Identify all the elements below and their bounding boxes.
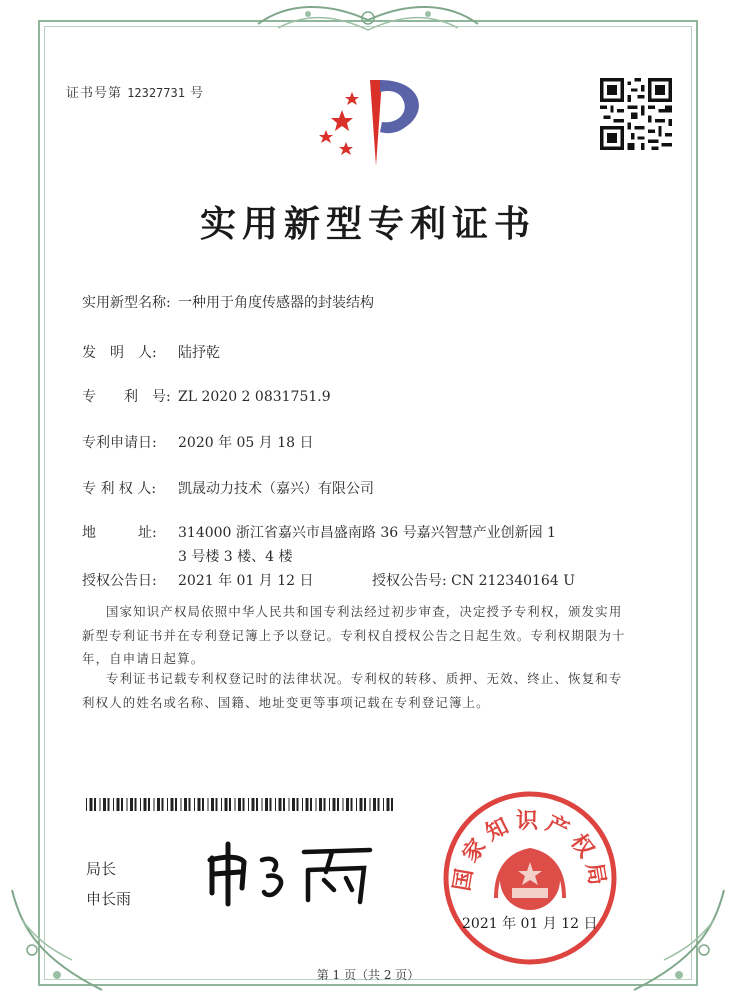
inventor-label: 发 明 人: xyxy=(82,345,157,361)
grant-number-value: CN 212340164 U xyxy=(451,573,575,589)
certificate-title: 实用新型专利证书 xyxy=(199,203,536,245)
svg-text:国家知识产权局: 国家知识产权局 xyxy=(449,809,611,893)
address-line-1: 314000 浙江省嘉兴市昌盛南路 36 号嘉兴智慧产业创新园 1 xyxy=(178,525,556,541)
inventor-row xyxy=(82,342,220,362)
utility-model-name-row xyxy=(82,292,374,312)
top-ornament xyxy=(248,2,488,38)
grant-date-value: 2021 年 01 月 12 日 xyxy=(178,573,314,589)
grant-date-label: 授权公告日: xyxy=(82,573,157,589)
grant-number-label: 授权公告号: xyxy=(372,573,447,589)
grant-date-row xyxy=(82,570,314,590)
filing-date-row xyxy=(82,432,314,452)
body-paragraph-1: 国家知识产权局依照中华人民共和国专利法经过初步审查，决定授予专利权，颁发实用 新型专利证书并在专利登记簿上予以登记。专利权自授权公告之日起生效。专利权期限为十 年，自申请日起算。 xyxy=(82,604,626,666)
patentee-row xyxy=(82,478,374,498)
utility-model-name-value: 一种用于角度传感器的封装结构 xyxy=(178,295,374,311)
filing-date-value: 2020 年 05 月 18 日 xyxy=(178,435,314,451)
patent-number-row xyxy=(82,386,331,406)
body-paragraph-2: 专利证书记载专利权登记时的法律状况。专利权的转移、质押、无效、终止、恢复和专 利权人的姓名或名称、国籍、地址变更等事项记载在专利登记簿上。 xyxy=(82,671,623,710)
utility-model-name-label: 实用新型名称: xyxy=(82,295,171,311)
cnipa-logo xyxy=(312,72,432,168)
address-row xyxy=(82,522,556,542)
address-row-2 xyxy=(178,546,293,566)
seal-date: 2021 年 01 月 12 日 xyxy=(462,916,598,932)
patent-number-value: ZL 2020 2 0831751.9 xyxy=(178,389,331,405)
qr-code xyxy=(600,78,672,150)
page-indicator: 第 1 页（共 2 页） xyxy=(316,968,420,982)
director-name: 申长雨 xyxy=(86,890,132,908)
director-title: 局长 xyxy=(86,860,117,878)
patentee-label: 专 利 权 人: xyxy=(82,481,157,497)
patent-number-label: 专 利 号: xyxy=(82,389,171,405)
official-seal xyxy=(440,788,620,968)
certificate-number: 证书号第 12327731 号 xyxy=(66,86,205,101)
address-label: 地 址: xyxy=(82,525,157,541)
barcode xyxy=(86,798,394,811)
inventor-value: 陆抒乾 xyxy=(178,345,220,361)
patentee-value: 凯晟动力技术（嘉兴）有限公司 xyxy=(178,481,374,497)
director-signature xyxy=(200,838,380,908)
filing-date-label: 专利申请日: xyxy=(82,435,157,451)
grant-number-row xyxy=(372,570,575,590)
address-line-2: 3 号楼 3 楼、4 楼 xyxy=(178,549,293,565)
